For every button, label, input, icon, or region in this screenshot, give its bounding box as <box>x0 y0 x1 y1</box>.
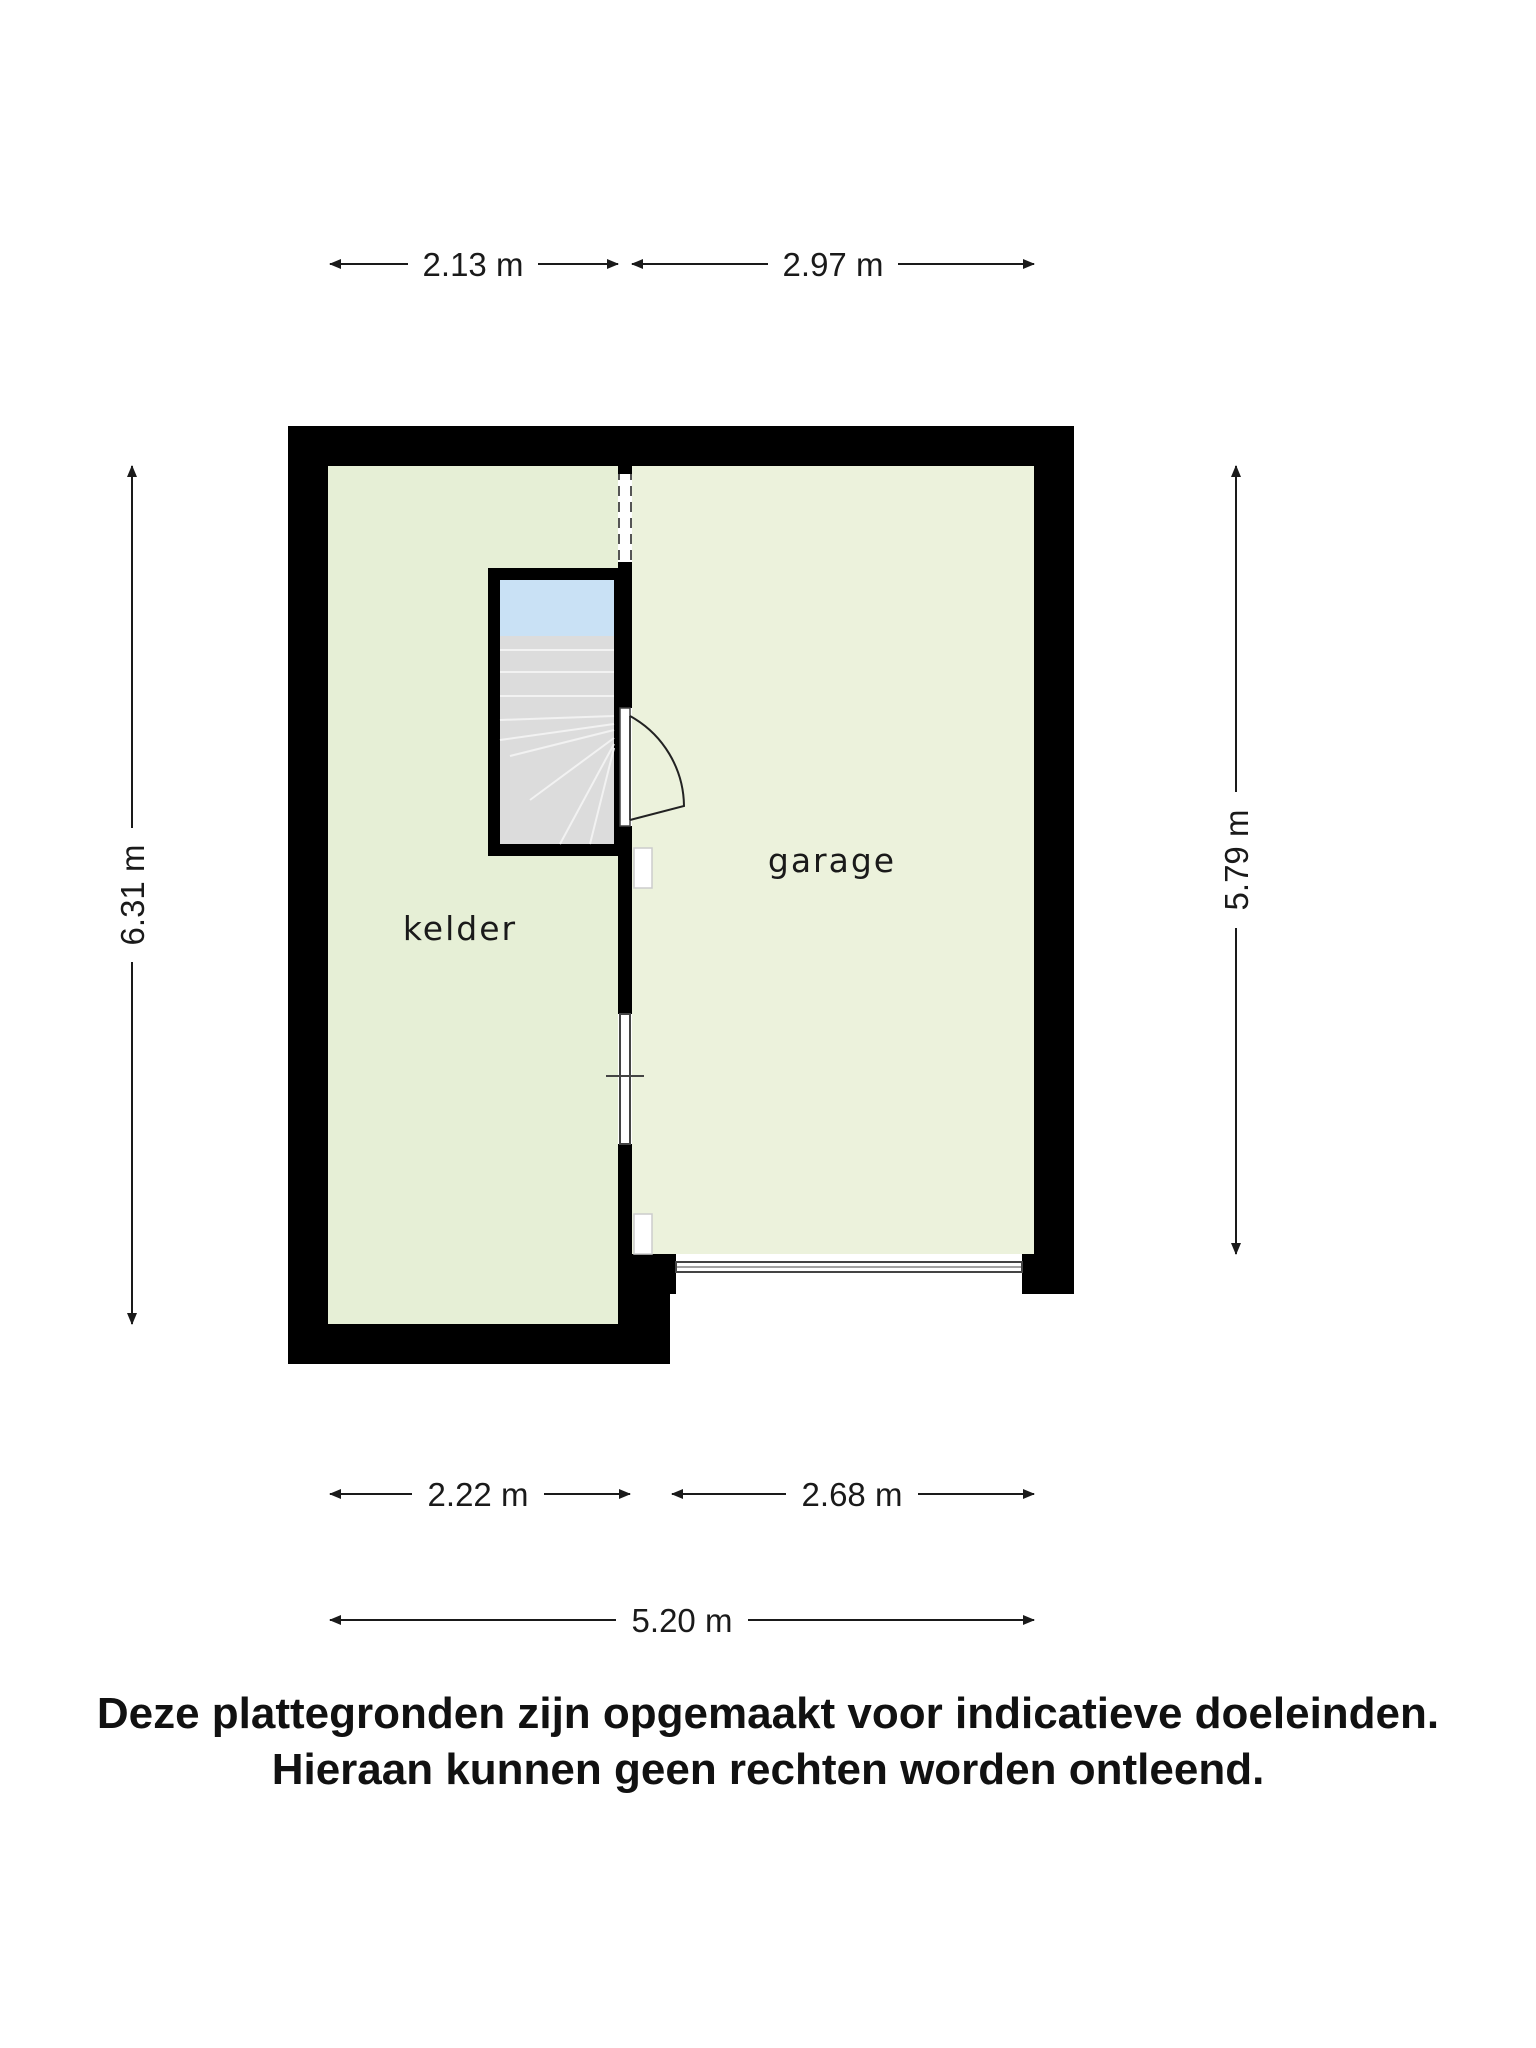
dimension-label: 2.13 m <box>422 246 524 283</box>
interior-wall-segment <box>618 562 632 708</box>
garage-door <box>676 1262 1022 1272</box>
garage-fixture <box>634 848 652 888</box>
wall-left <box>288 426 328 1364</box>
dimension-label: 2.97 m <box>782 246 884 283</box>
wall-right <box>1034 426 1074 1294</box>
wall-top <box>288 426 1074 466</box>
room-label-kelder: kelder <box>402 909 518 948</box>
dimension-bottom-total <box>330 1602 1034 1639</box>
stair-top-landing <box>500 580 614 636</box>
dimension-label: 5.20 m <box>631 1602 733 1639</box>
dimension-label: 5.79 m <box>1218 809 1255 911</box>
disclaimer-line-1: Deze plattegronden zijn opgemaakt voor indicatieve doeleinden. <box>96 1689 1440 1738</box>
dimension-label: 2.68 m <box>801 1476 903 1513</box>
dimension-label: 6.31 m <box>114 844 151 946</box>
disclaimer-line-2: Hieraan kunnen geen rechten worden ontleend. <box>271 1745 1265 1794</box>
wall-bottom-kelder <box>288 1324 670 1364</box>
interior-window <box>620 1014 630 1144</box>
room-label-garage: garage <box>767 841 897 880</box>
stair-door-frame <box>620 708 630 826</box>
interior-wall-segment <box>618 826 632 1014</box>
wall-garage-left-foot <box>618 1254 676 1294</box>
interior-wall-segment <box>618 1144 632 1254</box>
dimension-bottom-right <box>672 1476 1034 1513</box>
wall-right-foot <box>1022 1254 1074 1294</box>
garage-fixture <box>634 1214 652 1254</box>
dimension-left-height <box>114 466 151 1324</box>
disclaimer <box>0 1686 1536 1798</box>
dimension-right-height <box>1218 466 1255 1254</box>
dimension-label: 2.22 m <box>427 1476 529 1513</box>
dimension-bottom-left <box>330 1476 630 1513</box>
wall-stub <box>618 466 632 474</box>
dimension-top-left <box>330 246 618 283</box>
dimension-top-right <box>632 246 1034 283</box>
